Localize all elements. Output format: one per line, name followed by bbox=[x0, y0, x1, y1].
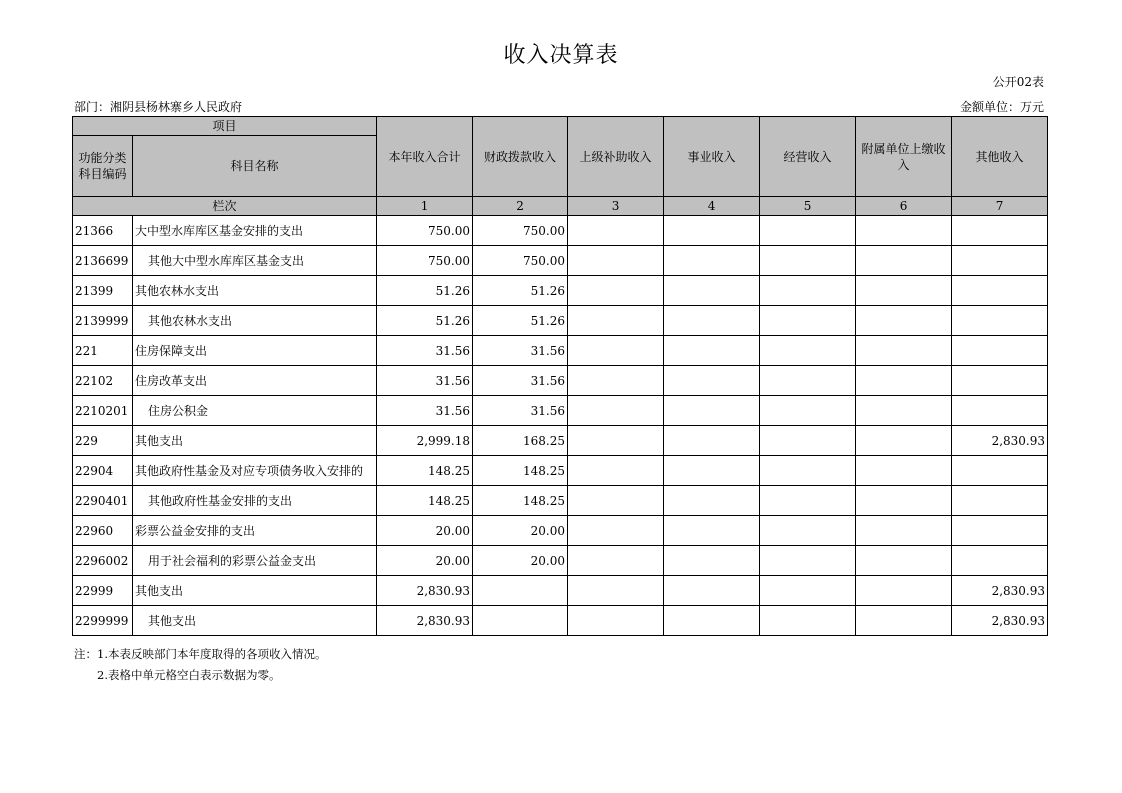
cell-superior bbox=[568, 246, 664, 276]
department-label: 部门：湘阴县杨林寨乡人民政府 bbox=[74, 100, 243, 114]
cell-total: 51.26 bbox=[377, 276, 473, 306]
cell-operating bbox=[760, 246, 856, 276]
cell-superior bbox=[568, 606, 664, 636]
cell-operating bbox=[760, 426, 856, 456]
cell-total: 20.00 bbox=[377, 546, 473, 576]
page-title: 收入决算表 bbox=[503, 43, 619, 68]
cell-other bbox=[952, 486, 1048, 516]
col-num: 2 bbox=[473, 197, 568, 216]
cell-operating bbox=[760, 306, 856, 336]
col-num: 3 bbox=[568, 197, 664, 216]
col-num: 1 bbox=[377, 197, 473, 216]
cell-name: 其他大中型水库库区基金支出 bbox=[133, 246, 377, 276]
cell-other bbox=[952, 396, 1048, 426]
cell-operating bbox=[760, 576, 856, 606]
table-row bbox=[73, 336, 1048, 366]
cell-affiliated bbox=[856, 456, 952, 486]
col-num: 4 bbox=[664, 197, 760, 216]
cell-operating bbox=[760, 336, 856, 366]
header-fiscal: 财政拨款收入 bbox=[473, 117, 568, 197]
cell-business bbox=[664, 366, 760, 396]
cell-code: 22999 bbox=[73, 576, 133, 606]
table-row bbox=[73, 216, 1048, 246]
cell-operating bbox=[760, 276, 856, 306]
cell-affiliated bbox=[856, 486, 952, 516]
cell-affiliated bbox=[856, 606, 952, 636]
cell-name: 其他政府性基金安排的支出 bbox=[133, 486, 377, 516]
header-name: 科目名称 bbox=[133, 136, 377, 197]
cell-superior bbox=[568, 276, 664, 306]
cell-superior bbox=[568, 456, 664, 486]
cell-affiliated bbox=[856, 246, 952, 276]
table-row bbox=[73, 246, 1048, 276]
cell-total: 750.00 bbox=[377, 246, 473, 276]
cell-fiscal: 31.56 bbox=[473, 396, 568, 426]
cell-business bbox=[664, 246, 760, 276]
cell-code: 2299999 bbox=[73, 606, 133, 636]
cell-code: 2296002 bbox=[73, 546, 133, 576]
cell-other: 2,830.93 bbox=[952, 426, 1048, 456]
cell-code: 229 bbox=[73, 426, 133, 456]
cell-other bbox=[952, 516, 1048, 546]
col-num: 5 bbox=[760, 197, 856, 216]
cell-total: 51.26 bbox=[377, 306, 473, 336]
cell-superior bbox=[568, 426, 664, 456]
table-row bbox=[73, 396, 1048, 426]
col-num: 7 bbox=[952, 197, 1048, 216]
cell-fiscal bbox=[473, 576, 568, 606]
cell-name: 住房公积金 bbox=[133, 396, 377, 426]
cell-superior bbox=[568, 576, 664, 606]
cell-fiscal: 168.25 bbox=[473, 426, 568, 456]
cell-total: 31.56 bbox=[377, 336, 473, 366]
table-row bbox=[73, 516, 1048, 546]
cell-business bbox=[664, 306, 760, 336]
cell-other bbox=[952, 366, 1048, 396]
header-code: 功能分类科目编码 bbox=[73, 136, 133, 197]
cell-business bbox=[664, 276, 760, 306]
cell-code: 21366 bbox=[73, 216, 133, 246]
cell-code: 2210201 bbox=[73, 396, 133, 426]
cell-code: 21399 bbox=[73, 276, 133, 306]
note-line: 2.表格中单元格空白表示数据为零。 bbox=[97, 668, 281, 682]
notes bbox=[74, 644, 326, 686]
header-total: 本年收入合计 bbox=[377, 117, 473, 197]
cell-name: 大中型水库库区基金安排的支出 bbox=[133, 216, 377, 246]
cell-code: 2136699 bbox=[73, 246, 133, 276]
cell-total: 20.00 bbox=[377, 516, 473, 546]
cell-total: 31.56 bbox=[377, 366, 473, 396]
cell-code: 22960 bbox=[73, 516, 133, 546]
cell-business bbox=[664, 456, 760, 486]
cell-affiliated bbox=[856, 216, 952, 246]
cell-total: 2,830.93 bbox=[377, 606, 473, 636]
cell-fiscal: 20.00 bbox=[473, 516, 568, 546]
cell-name: 其他支出 bbox=[133, 426, 377, 456]
cell-superior bbox=[568, 486, 664, 516]
cell-superior bbox=[568, 306, 664, 336]
cell-fiscal: 148.25 bbox=[473, 456, 568, 486]
cell-name: 其他农林水支出 bbox=[133, 276, 377, 306]
cell-other bbox=[952, 546, 1048, 576]
header-affiliated: 附属单位上缴收入 bbox=[856, 117, 952, 197]
header-other: 其他收入 bbox=[952, 117, 1048, 197]
cell-affiliated bbox=[856, 366, 952, 396]
cell-affiliated bbox=[856, 306, 952, 336]
cell-operating bbox=[760, 486, 856, 516]
note-line: 注：1.本表反映部门本年度取得的各项收入情况。 bbox=[74, 647, 327, 661]
cell-total: 2,830.93 bbox=[377, 576, 473, 606]
cell-business bbox=[664, 396, 760, 426]
table-row bbox=[73, 486, 1048, 516]
cell-code: 2139999 bbox=[73, 306, 133, 336]
cell-fiscal: 750.00 bbox=[473, 246, 568, 276]
cell-business bbox=[664, 426, 760, 456]
cell-name: 彩票公益金安排的支出 bbox=[133, 516, 377, 546]
table-row bbox=[73, 366, 1048, 396]
cell-code: 22102 bbox=[73, 366, 133, 396]
col-num: 6 bbox=[856, 197, 952, 216]
cell-business bbox=[664, 546, 760, 576]
cell-code: 22904 bbox=[73, 456, 133, 486]
cell-fiscal: 20.00 bbox=[473, 546, 568, 576]
cell-name: 住房改革支出 bbox=[133, 366, 377, 396]
cell-operating bbox=[760, 216, 856, 246]
cell-total: 148.25 bbox=[377, 486, 473, 516]
cell-other bbox=[952, 306, 1048, 336]
cell-fiscal: 31.56 bbox=[473, 336, 568, 366]
cell-superior bbox=[568, 336, 664, 366]
cell-other bbox=[952, 246, 1048, 276]
table-row bbox=[73, 306, 1048, 336]
cell-fiscal: 51.26 bbox=[473, 276, 568, 306]
cell-business bbox=[664, 216, 760, 246]
cell-other bbox=[952, 276, 1048, 306]
cell-total: 31.56 bbox=[377, 396, 473, 426]
cell-code: 221 bbox=[73, 336, 133, 366]
cell-name: 住房保障支出 bbox=[133, 336, 377, 366]
cell-affiliated bbox=[856, 276, 952, 306]
cell-operating bbox=[760, 456, 856, 486]
cell-fiscal bbox=[473, 606, 568, 636]
cell-affiliated bbox=[856, 546, 952, 576]
cell-name: 其他支出 bbox=[133, 606, 377, 636]
header-item: 项目 bbox=[73, 117, 377, 136]
cell-business bbox=[664, 486, 760, 516]
cell-fiscal: 750.00 bbox=[473, 216, 568, 246]
cell-other: 2,830.93 bbox=[952, 606, 1048, 636]
cell-fiscal: 31.56 bbox=[473, 366, 568, 396]
cell-operating bbox=[760, 606, 856, 636]
cell-name: 用于社会福利的彩票公益金支出 bbox=[133, 546, 377, 576]
cell-name: 其他政府性基金及对应专项债务收入安排的 bbox=[133, 456, 377, 486]
cell-operating bbox=[760, 396, 856, 426]
cell-superior bbox=[568, 366, 664, 396]
header-superior: 上级补助收入 bbox=[568, 117, 664, 197]
table-row bbox=[73, 276, 1048, 306]
cell-other bbox=[952, 456, 1048, 486]
table-row bbox=[73, 426, 1048, 456]
cell-superior bbox=[568, 396, 664, 426]
cell-other bbox=[952, 336, 1048, 366]
table-row bbox=[73, 456, 1048, 486]
cell-other: 2,830.93 bbox=[952, 576, 1048, 606]
cell-affiliated bbox=[856, 426, 952, 456]
cell-code: 2290401 bbox=[73, 486, 133, 516]
cell-business bbox=[664, 606, 760, 636]
cell-name: 其他农林水支出 bbox=[133, 306, 377, 336]
form-number: 公开02表 bbox=[992, 75, 1044, 89]
table-row bbox=[73, 546, 1048, 576]
cell-affiliated bbox=[856, 516, 952, 546]
amount-unit-label: 金额单位：万元 bbox=[959, 100, 1044, 114]
cell-name: 其他支出 bbox=[133, 576, 377, 606]
cell-total: 148.25 bbox=[377, 456, 473, 486]
header-business: 事业收入 bbox=[664, 117, 760, 197]
cell-total: 750.00 bbox=[377, 216, 473, 246]
cell-operating bbox=[760, 546, 856, 576]
header-operating: 经营收入 bbox=[760, 117, 856, 197]
cell-fiscal: 148.25 bbox=[473, 486, 568, 516]
cell-operating bbox=[760, 366, 856, 396]
cell-business bbox=[664, 516, 760, 546]
cell-business bbox=[664, 336, 760, 366]
income-table bbox=[72, 116, 1048, 636]
cell-affiliated bbox=[856, 576, 952, 606]
cell-operating bbox=[760, 516, 856, 546]
cell-business bbox=[664, 576, 760, 606]
cell-other bbox=[952, 216, 1048, 246]
cell-superior bbox=[568, 546, 664, 576]
cell-superior bbox=[568, 216, 664, 246]
cell-affiliated bbox=[856, 336, 952, 366]
table-row bbox=[73, 606, 1048, 636]
cell-superior bbox=[568, 516, 664, 546]
cell-affiliated bbox=[856, 396, 952, 426]
cell-fiscal: 51.26 bbox=[473, 306, 568, 336]
cell-total: 2,999.18 bbox=[377, 426, 473, 456]
header-row-label: 栏次 bbox=[73, 197, 377, 216]
table-row bbox=[73, 576, 1048, 606]
